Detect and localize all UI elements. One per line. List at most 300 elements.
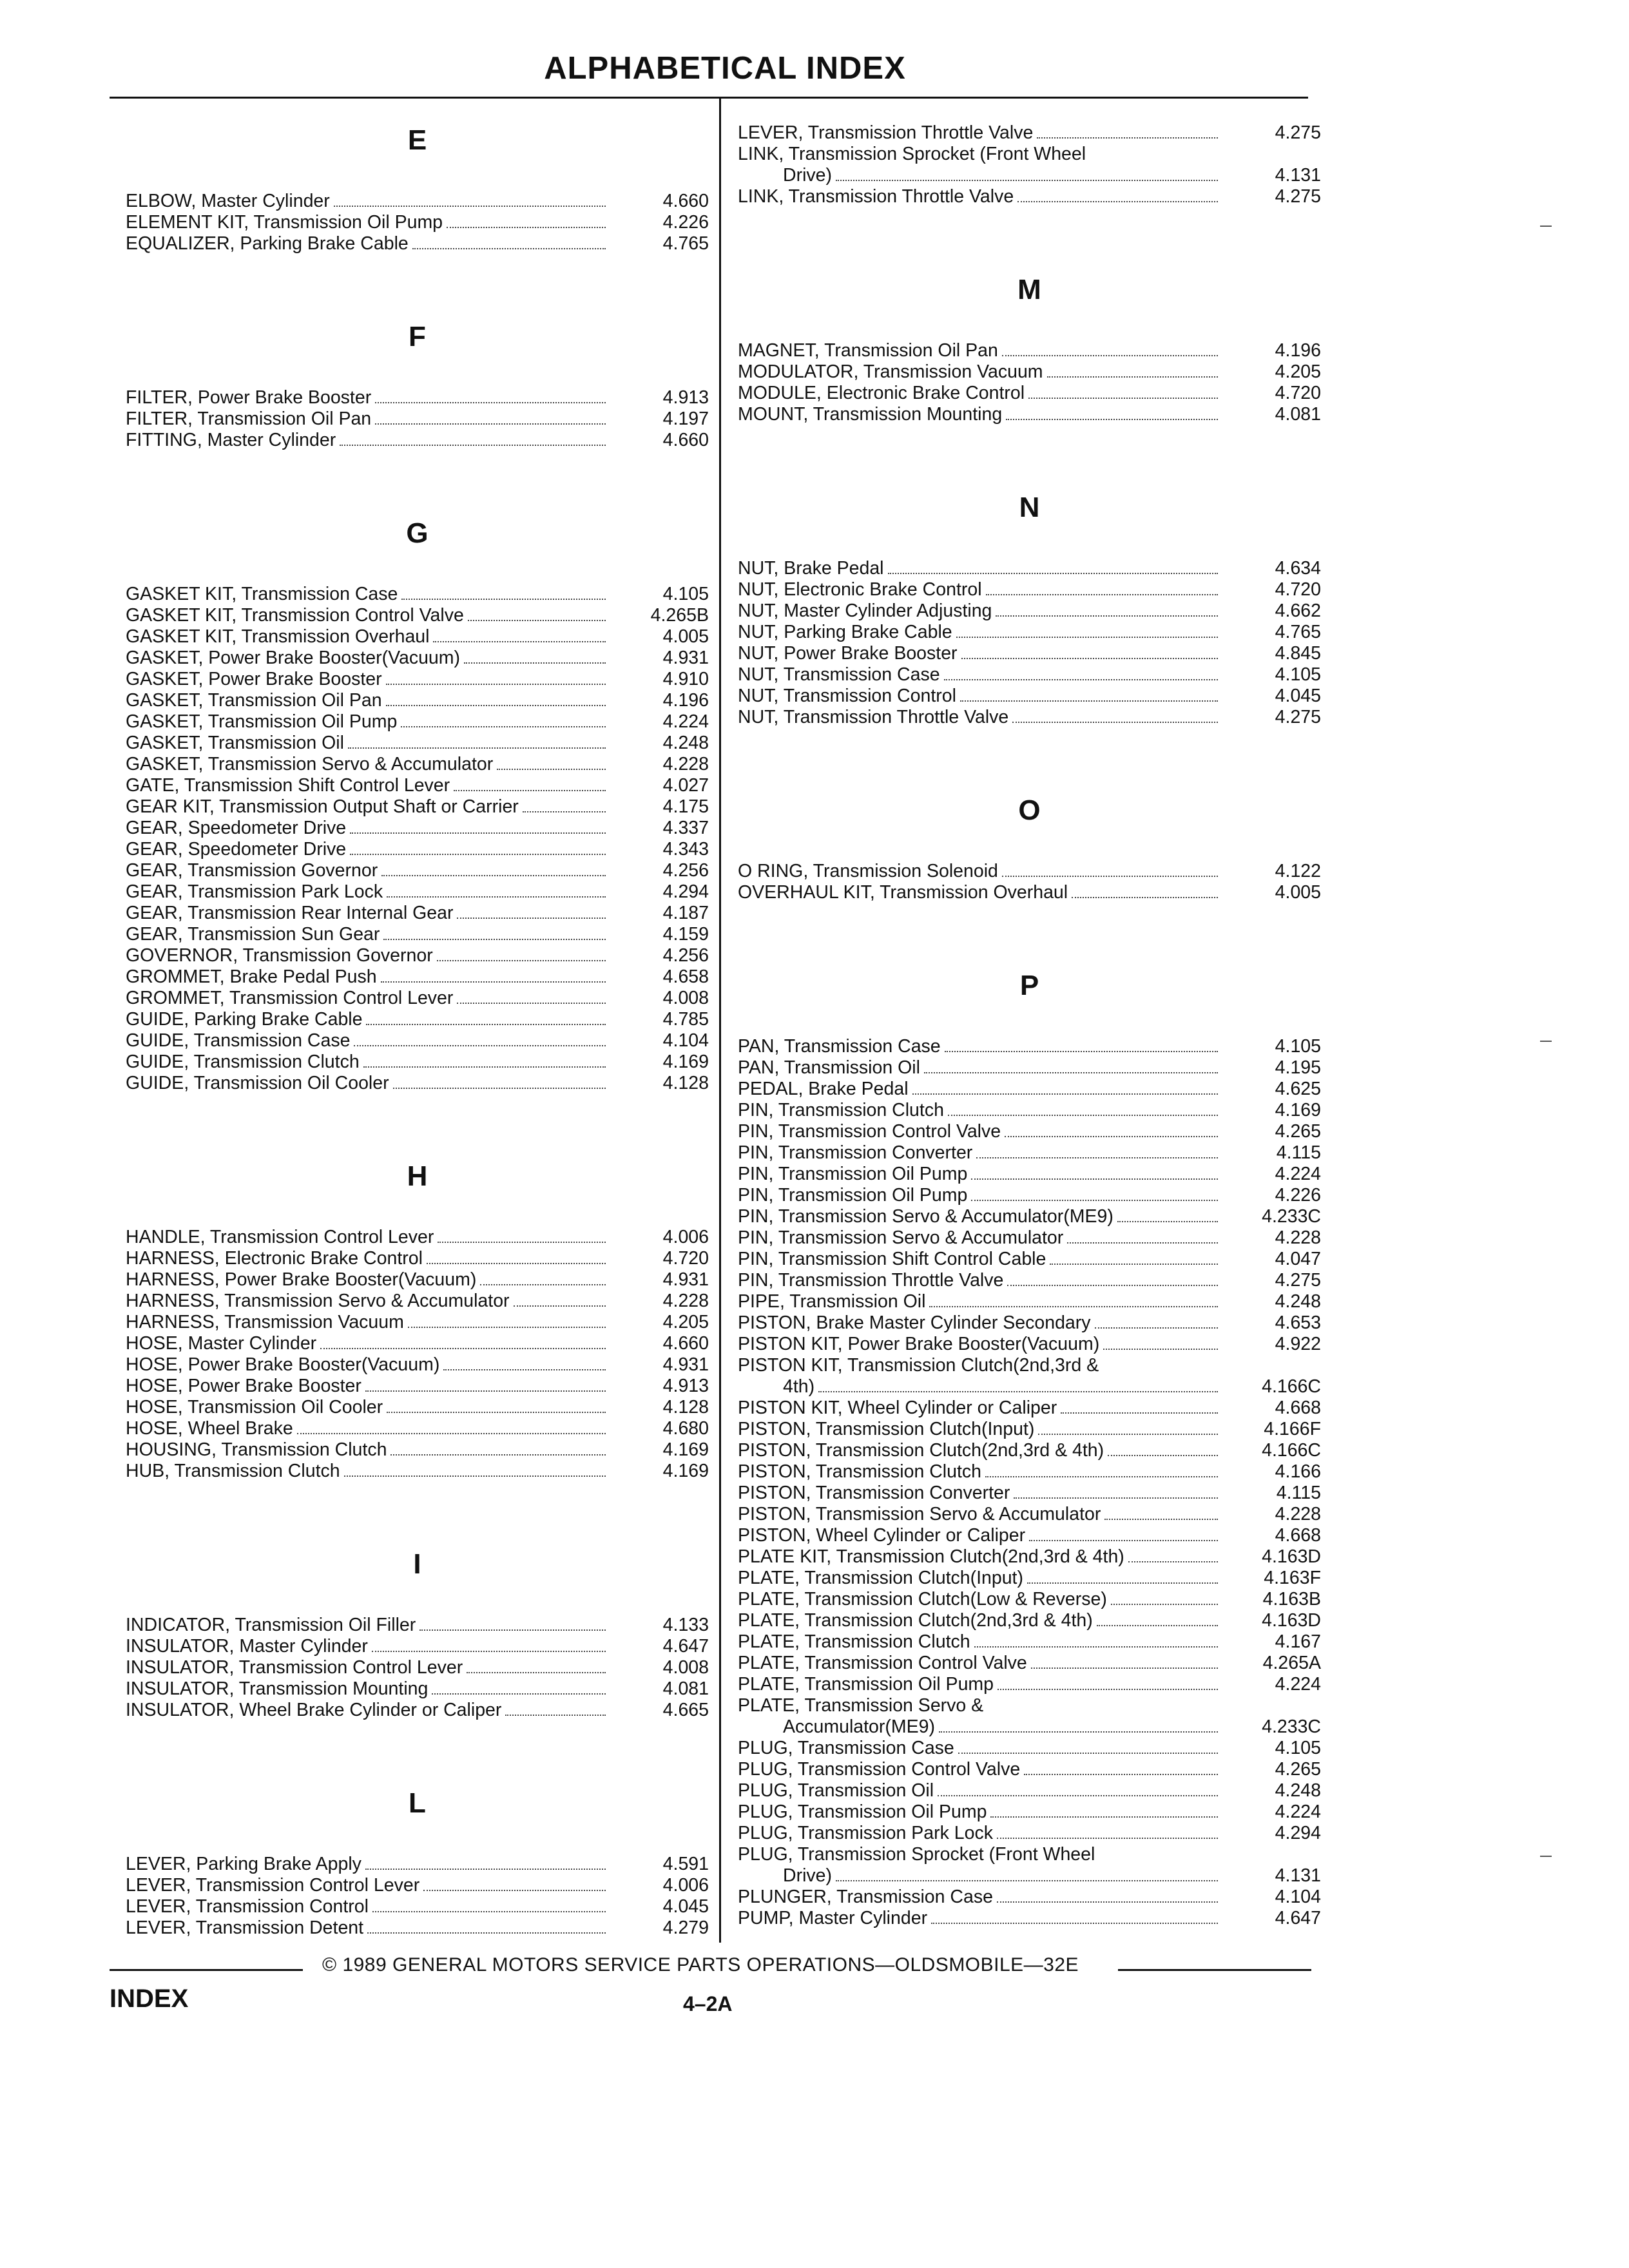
entry-name: HUB, Transmission Clutch <box>126 1461 340 1481</box>
entry-name: HARNESS, Transmission Servo & Accumulator <box>126 1291 510 1311</box>
index-entry <box>738 1440 1321 1461</box>
entry-page: 4.081 <box>662 1678 709 1699</box>
dot-leader <box>996 614 1218 617</box>
entry-name: PIN, Transmission Servo & Accumulator <box>738 1227 1064 1248</box>
index-entry <box>126 605 709 626</box>
left-column <box>126 122 709 1939</box>
dot-leader <box>974 1645 1218 1648</box>
entry-page: 4.233C <box>1262 1206 1321 1227</box>
index-entry <box>738 1568 1321 1589</box>
index-entry <box>126 1461 709 1482</box>
index-entry <box>738 1185 1321 1206</box>
entry-name: MAGNET, Transmission Oil Pan <box>738 340 998 361</box>
entry-name: ELEMENT KIT, Transmission Oil Pump <box>126 212 443 233</box>
index-entry <box>738 144 1321 186</box>
index-entry <box>126 690 709 711</box>
index-entry <box>126 988 709 1009</box>
index-entry <box>126 966 709 988</box>
entry-page: 4.647 <box>1275 1908 1321 1928</box>
entry-name: GUIDE, Parking Brake Cable <box>126 1009 363 1030</box>
dot-leader <box>432 1692 606 1695</box>
index-entry <box>738 1121 1321 1142</box>
index-entry <box>126 626 709 648</box>
entry-page: 4.105 <box>1275 1036 1321 1057</box>
index-entry <box>126 1073 709 1094</box>
dot-leader <box>334 204 606 207</box>
dot-leader <box>1007 1283 1218 1286</box>
index-entry <box>126 387 709 408</box>
entry-name: NUT, Electronic Brake Control <box>738 579 982 600</box>
index-entry <box>126 1052 709 1073</box>
dot-leader <box>971 1177 1218 1180</box>
index-entry <box>126 881 709 903</box>
entry-page: 4.294 <box>1275 1823 1321 1843</box>
index-entry <box>126 648 709 669</box>
section-letter: M <box>1017 274 1041 305</box>
dot-leader <box>464 661 606 664</box>
dot-leader <box>1103 1347 1218 1350</box>
entry-name: PISTON KIT, Wheel Cylinder or Caliper <box>738 1398 1057 1418</box>
entry-page: 4.337 <box>662 818 709 838</box>
index-section <box>738 968 1321 1929</box>
entry-name: INSULATOR, Master Cylinder <box>126 1636 368 1657</box>
section-letter: G <box>406 517 429 549</box>
entry-page: 4.662 <box>1275 601 1321 621</box>
index-entry <box>126 1636 709 1657</box>
entry-name: INSULATOR, Transmission Mounting <box>126 1678 429 1699</box>
index-entry <box>126 191 709 212</box>
entry-name-continued: 4th) <box>783 1376 815 1397</box>
index-entry <box>126 775 709 796</box>
entry-page: 4.256 <box>662 860 709 881</box>
index-entry <box>738 1334 1321 1355</box>
entry-name: PISTON KIT, Transmission Clutch(2nd,3rd & <box>738 1355 1099 1376</box>
dot-leader <box>958 1751 1218 1754</box>
dot-leader <box>1002 354 1218 356</box>
entry-page: 4.195 <box>1275 1057 1321 1078</box>
entry-page: 4.228 <box>662 1291 709 1311</box>
index-entry <box>738 186 1321 207</box>
dot-leader <box>387 895 606 898</box>
dot-leader <box>419 1628 606 1631</box>
index-entry <box>126 1875 709 1896</box>
index-entry <box>126 733 709 754</box>
entry-name: PLUG, Transmission Park Lock <box>738 1823 993 1843</box>
entry-page: 4.785 <box>662 1009 709 1030</box>
dot-leader <box>457 916 606 919</box>
index-entry <box>126 754 709 775</box>
dot-leader <box>438 1240 606 1243</box>
dot-leader <box>1024 1773 1218 1775</box>
entry-name: GASKET KIT, Transmission Case <box>126 584 398 604</box>
index-entry <box>738 404 1321 425</box>
entry-name: LEVER, Transmission Control <box>126 1896 369 1917</box>
entry-name: PLUG, Transmission Oil <box>738 1780 934 1801</box>
entry-name: PLATE, Transmission Clutch <box>738 1631 970 1652</box>
entry-page: 4.169 <box>1275 1100 1321 1120</box>
entry-page: 4.131 <box>1275 1865 1321 1886</box>
entry-page: 4.105 <box>1275 1738 1321 1758</box>
column-divider <box>719 97 721 1943</box>
entry-name-continued: Drive) <box>783 1865 832 1886</box>
entry-name: GASKET, Power Brake Booster(Vacuum) <box>126 648 460 668</box>
index-section <box>126 1158 709 1482</box>
index-entry <box>126 839 709 860</box>
entry-name: PIN, Transmission Oil Pump <box>738 1185 968 1206</box>
dot-leader <box>997 1836 1218 1839</box>
section-letter: L <box>409 1787 426 1819</box>
index-entry <box>126 945 709 966</box>
dot-leader <box>1117 1220 1218 1222</box>
entry-page: 4.248 <box>662 733 709 753</box>
index-entry <box>126 212 709 233</box>
index-entry <box>738 1461 1321 1483</box>
edge-mark <box>1540 1856 1552 1857</box>
entry-page: 4.653 <box>1275 1312 1321 1333</box>
entry-name: NUT, Transmission Control <box>738 686 956 706</box>
entry-name: PISTON, Transmission Clutch(2nd,3rd & 4th) <box>738 1440 1104 1461</box>
entry-page: 4.931 <box>662 648 709 668</box>
entry-name: EQUALIZER, Parking Brake Cable <box>126 233 409 254</box>
dot-leader <box>939 1730 1218 1733</box>
index-entry <box>126 1439 709 1461</box>
dot-leader <box>433 640 606 642</box>
entry-name: HOSE, Wheel Brake <box>126 1418 293 1439</box>
index-entry <box>738 643 1321 664</box>
section-letter: O <box>1018 794 1041 826</box>
entry-page: 4.105 <box>1275 664 1321 685</box>
dot-leader <box>447 226 606 228</box>
dot-leader <box>375 422 606 425</box>
entry-name: HOSE, Master Cylinder <box>126 1333 317 1354</box>
entry-page: 4.665 <box>662 1700 709 1720</box>
dot-leader <box>480 1283 606 1285</box>
entry-page: 4.166F <box>1264 1419 1321 1439</box>
entry-page: 4.169 <box>662 1052 709 1072</box>
dot-leader <box>931 1921 1218 1924</box>
index-entry <box>126 1376 709 1397</box>
index-entry <box>126 1854 709 1875</box>
dot-leader <box>523 810 606 812</box>
dot-leader <box>956 635 1218 638</box>
index-entry <box>738 1759 1321 1780</box>
index-entry <box>738 1525 1321 1546</box>
entry-page: 4.159 <box>662 924 709 945</box>
entry-name: NUT, Transmission Throttle Valve <box>738 707 1009 727</box>
dot-leader <box>1012 720 1218 723</box>
entry-page: 4.634 <box>1275 558 1321 579</box>
entry-page: 4.265B <box>650 605 709 626</box>
entry-page: 4.680 <box>662 1418 709 1439</box>
entry-name: GASKET, Power Brake Booster <box>126 669 382 689</box>
section-letter: H <box>407 1160 428 1192</box>
entry-page: 4.226 <box>662 212 709 233</box>
index-entry <box>738 1780 1321 1802</box>
index-entry <box>738 1546 1321 1568</box>
entry-page: 4.163B <box>1262 1589 1321 1610</box>
footer-rule-left <box>110 1969 303 1971</box>
entry-page: 4.131 <box>1275 165 1321 186</box>
entry-page: 4.006 <box>662 1875 709 1896</box>
entry-name: LEVER, Transmission Detent <box>126 1917 364 1938</box>
index-entry <box>738 686 1321 707</box>
entry-name: PIPE, Transmission Oil <box>738 1291 926 1312</box>
entry-name: LEVER, Transmission Control Lever <box>126 1875 420 1896</box>
dot-leader <box>1002 874 1218 877</box>
index-section <box>126 1546 709 1721</box>
index-entry <box>738 1398 1321 1419</box>
entry-name: MODULATOR, Transmission Vacuum <box>738 361 1043 382</box>
entry-page: 4.169 <box>662 1461 709 1481</box>
dot-leader <box>929 1305 1218 1307</box>
entry-name: LEVER, Transmission Throttle Valve <box>738 122 1034 143</box>
entry-name: GASKET, Transmission Oil Pump <box>126 711 398 732</box>
entry-name: PUMP, Master Cylinder <box>738 1908 928 1928</box>
entry-name: PAN, Transmission Oil <box>738 1057 920 1078</box>
entry-name: HARNESS, Transmission Vacuum <box>126 1312 404 1332</box>
entry-page: 4.720 <box>1275 383 1321 403</box>
entry-name: PISTON, Transmission Servo & Accumulator <box>738 1504 1101 1524</box>
dot-leader <box>408 1325 606 1328</box>
entry-name: GASKET, Transmission Oil Pan <box>126 690 382 711</box>
entry-page: 4.660 <box>662 191 709 211</box>
dot-leader <box>985 1475 1218 1477</box>
index-entry <box>738 1653 1321 1674</box>
dot-leader <box>961 657 1218 659</box>
entry-name: INDICATOR, Transmission Oil Filler <box>126 1615 416 1635</box>
dot-leader <box>340 443 606 446</box>
entry-name-continued: Accumulator(ME9) <box>783 1716 935 1737</box>
dot-leader <box>1067 1241 1218 1244</box>
dot-leader <box>1108 1454 1218 1456</box>
index-entry <box>738 1419 1321 1440</box>
dot-leader <box>454 789 606 791</box>
entry-name: OVERHAUL KIT, Transmission Overhaul <box>738 882 1068 903</box>
entry-page: 4.660 <box>662 1333 709 1354</box>
dot-leader <box>1047 375 1218 378</box>
index-entry <box>126 796 709 818</box>
entry-name: NUT, Power Brake Booster <box>738 643 958 664</box>
dot-leader <box>990 1815 1218 1818</box>
entry-page: 4.228 <box>1275 1504 1321 1524</box>
dot-leader <box>505 1713 606 1716</box>
index-section <box>126 1785 709 1939</box>
entry-name: FILTER, Transmission Oil Pan <box>126 408 372 429</box>
entry-page: 4.913 <box>662 1376 709 1396</box>
index-entry <box>126 1291 709 1312</box>
section-letter: N <box>1019 492 1040 523</box>
dot-leader <box>836 1879 1218 1881</box>
dot-leader <box>390 1453 606 1456</box>
entry-page: 4.224 <box>662 711 709 732</box>
dot-leader <box>348 746 606 749</box>
dot-leader <box>412 247 606 249</box>
index-entry <box>738 1695 1321 1738</box>
entry-page: 4.845 <box>1275 643 1321 664</box>
entry-page: 4.256 <box>662 945 709 966</box>
entry-name: PISTON, Transmission Clutch(Input) <box>738 1419 1035 1439</box>
entry-name: PIN, Transmission Converter <box>738 1142 973 1163</box>
entry-page: 4.931 <box>662 1354 709 1375</box>
entry-page: 4.720 <box>662 1248 709 1269</box>
dot-leader <box>1104 1517 1218 1520</box>
entry-name: GEAR, Transmission Park Lock <box>126 881 383 902</box>
entry-name: HOSE, Power Brake Booster <box>126 1376 361 1396</box>
index-entry <box>738 1483 1321 1504</box>
entry-name: PIN, Transmission Oil Pump <box>738 1164 968 1184</box>
dot-leader <box>365 1867 606 1870</box>
section-letter: F <box>409 321 426 352</box>
entry-name: HANDLE, Transmission Control Lever <box>126 1227 434 1247</box>
dot-leader <box>514 1304 606 1307</box>
entry-page: 4.668 <box>1275 1525 1321 1546</box>
entry-page: 4.008 <box>662 1657 709 1678</box>
entry-name: GUIDE, Transmission Oil Cooler <box>126 1073 389 1093</box>
dot-leader <box>944 678 1218 680</box>
entry-name: LINK, Transmission Throttle Valve <box>738 186 1014 207</box>
entry-page: 4.647 <box>662 1636 709 1657</box>
dot-leader <box>971 1198 1218 1201</box>
entry-page: 4.275 <box>1275 707 1321 727</box>
entry-page: 4.265 <box>1275 1121 1321 1142</box>
dot-leader <box>836 178 1218 181</box>
dot-leader <box>1014 1496 1218 1499</box>
index-entry <box>738 1291 1321 1312</box>
dot-leader <box>363 1065 606 1068</box>
index-entry <box>738 1249 1321 1270</box>
entry-page: 4.005 <box>1275 882 1321 903</box>
entry-name: MOUNT, Transmission Mounting <box>738 404 1003 425</box>
index-entry <box>738 361 1321 383</box>
index-entry <box>126 818 709 839</box>
entry-page: 4.765 <box>662 233 709 254</box>
index-entry <box>738 1270 1321 1291</box>
entry-page: 4.233C <box>1262 1716 1321 1737</box>
edge-mark <box>1540 1041 1552 1042</box>
entry-page: 4.081 <box>1275 404 1321 425</box>
dot-leader <box>1027 1581 1218 1584</box>
footer-rule-right <box>1118 1969 1311 1971</box>
dot-leader <box>365 1389 606 1392</box>
entry-page: 4.913 <box>662 387 709 408</box>
entry-name: HOUSING, Transmission Clutch <box>126 1439 387 1460</box>
entry-name: NUT, Parking Brake Cable <box>738 622 952 642</box>
entry-name: GASKET KIT, Transmission Control Valve <box>126 605 464 626</box>
index-section <box>738 272 1321 425</box>
index-entry <box>738 1079 1321 1100</box>
entry-page: 4.196 <box>1275 340 1321 361</box>
entry-page: 4.045 <box>662 1896 709 1917</box>
dot-leader <box>350 852 606 855</box>
index-section <box>738 490 1321 728</box>
entry-page: 4.205 <box>662 1312 709 1332</box>
entry-name: PAN, Transmission Case <box>738 1036 941 1057</box>
entry-name: PLATE KIT, Transmission Clutch(2nd,3rd & 4th) <box>738 1546 1124 1567</box>
index-section <box>126 122 709 255</box>
index-entry <box>126 430 709 451</box>
index-entry <box>738 1610 1321 1631</box>
right-column <box>738 122 1321 1929</box>
entry-page: 4.224 <box>1275 1802 1321 1822</box>
entry-page: 4.275 <box>1275 186 1321 207</box>
entry-name: MODULE, Electronic Brake Control <box>738 383 1025 403</box>
entry-page: 4.027 <box>662 775 709 796</box>
index-entry <box>738 1355 1321 1398</box>
entry-page: 4.187 <box>662 903 709 923</box>
entry-name: PLUG, Transmission Control Valve <box>738 1759 1021 1780</box>
dot-leader <box>818 1390 1218 1392</box>
entry-page: 4.166C <box>1262 1440 1321 1461</box>
index-entry <box>126 584 709 605</box>
index-entry <box>738 1908 1321 1929</box>
dot-leader <box>1072 896 1218 898</box>
entry-name: PEDAL, Brake Pedal <box>738 1079 909 1099</box>
dot-leader <box>1128 1560 1218 1562</box>
dot-leader <box>1031 1666 1218 1669</box>
index-entry <box>126 408 709 430</box>
index-entry <box>126 1248 709 1269</box>
dot-leader <box>354 1044 606 1046</box>
entry-name: NUT, Master Cylinder Adjusting <box>738 601 992 621</box>
dot-leader <box>1050 1262 1218 1265</box>
entry-page: 4.128 <box>662 1073 709 1093</box>
header-rule <box>110 97 1308 99</box>
entry-name: HOSE, Power Brake Booster(Vacuum) <box>126 1354 440 1375</box>
dot-leader <box>1029 1539 1218 1541</box>
entry-name: GEAR KIT, Transmission Output Shaft or Carrier <box>126 796 519 817</box>
dot-leader <box>912 1092 1218 1095</box>
dot-leader <box>457 1001 606 1004</box>
entry-page: 4.175 <box>662 796 709 817</box>
entry-page: 4.167 <box>1275 1631 1321 1652</box>
entry-name: INSULATOR, Wheel Brake Cylinder or Caliper <box>126 1700 502 1720</box>
index-entry <box>738 1206 1321 1227</box>
index-section <box>738 122 1321 207</box>
entry-page: 4.047 <box>1275 1249 1321 1269</box>
index-entry <box>738 1802 1321 1823</box>
entry-page: 4.133 <box>662 1615 709 1635</box>
entry-page: 4.008 <box>662 988 709 1008</box>
dot-leader <box>1097 1624 1218 1626</box>
dot-leader <box>366 1023 606 1025</box>
dot-leader <box>960 699 1218 702</box>
entry-name: GOVERNOR, Transmission Governor <box>126 945 433 966</box>
entry-page: 4.197 <box>662 408 709 429</box>
dot-leader <box>297 1432 606 1434</box>
entry-name: PLATE, Transmission Clutch(2nd,3rd & 4th) <box>738 1610 1093 1631</box>
dot-leader <box>344 1474 606 1477</box>
section-letter: E <box>407 124 427 156</box>
dot-leader <box>386 682 606 685</box>
index-entry <box>126 1418 709 1439</box>
index-entry <box>738 383 1321 404</box>
index-entry <box>738 861 1321 882</box>
dot-leader <box>320 1347 606 1349</box>
index-entry <box>738 1844 1321 1887</box>
entry-page: 4.275 <box>1275 122 1321 143</box>
dot-leader <box>945 1050 1218 1052</box>
dot-leader <box>443 1368 606 1370</box>
dot-leader <box>1017 200 1218 202</box>
section-letter: P <box>1019 970 1039 1001</box>
index-entry <box>738 601 1321 622</box>
entry-name: PIN, Transmission Shift Control Cable <box>738 1249 1046 1269</box>
entry-name: GROMMET, Transmission Control Lever <box>126 988 454 1008</box>
index-entry <box>126 1030 709 1052</box>
dot-leader <box>1038 1432 1218 1435</box>
page-title: ALPHABETICAL INDEX <box>544 51 906 86</box>
entry-page: 4.128 <box>662 1397 709 1418</box>
